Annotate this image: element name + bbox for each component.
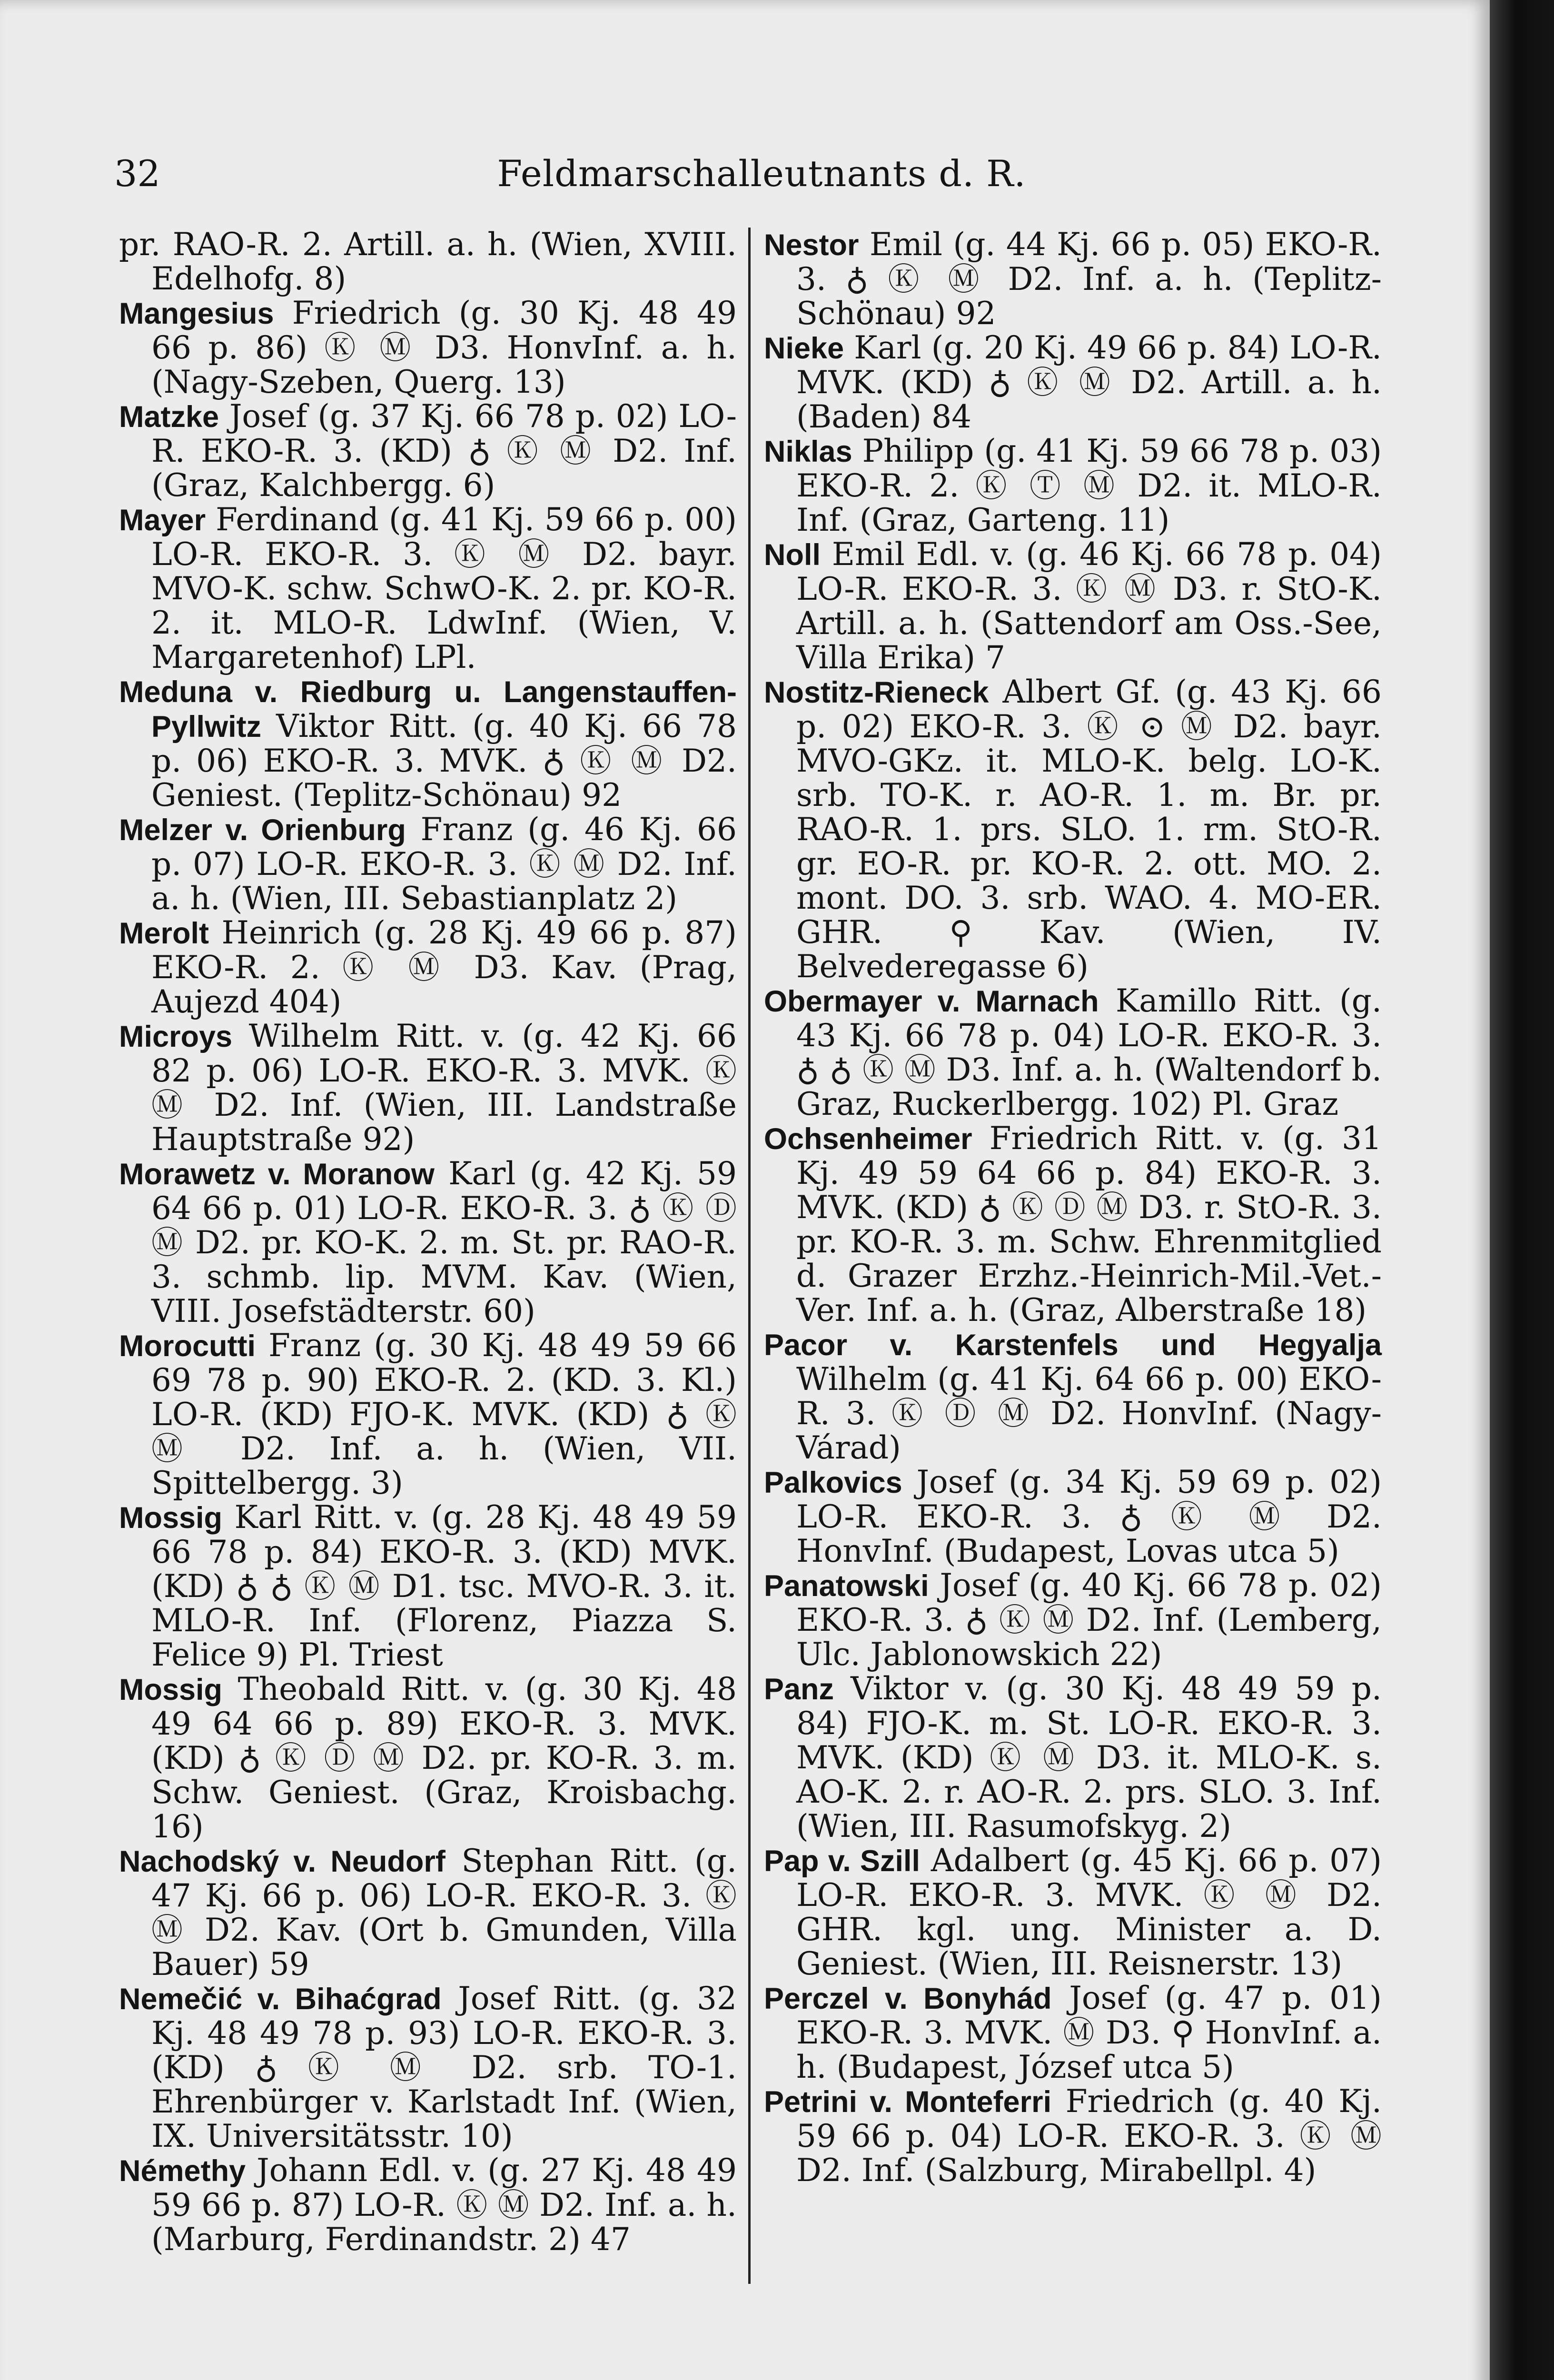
entry-text: Friedrich Ritt. v. (g. 31 Kj. 49 59 64 66 p. 84) EKO-R. 3. MVK. (KD) ♁ Ⓚ Ⓓ Ⓜ D3. r. StO-R. 3. pr. KO-R. 3. m. Schw. Ehrenmitglied d. Grazer Erzhz.-Heinrich-Mil.-Vet.-Ver. Inf. a. h. (Graz, Alberstraße 18) <box>796 1120 1382 1329</box>
directory-entry <box>119 399 737 503</box>
entry-name: Matzke <box>119 400 219 434</box>
directory-entry <box>764 1328 1382 1465</box>
entry-name: Perczel v. Bonyhád <box>764 1982 1052 2015</box>
directory-entry <box>764 1465 1382 1568</box>
entry-name: Microys <box>119 1020 233 1053</box>
directory-entry <box>119 2153 737 2257</box>
directory-entry <box>119 813 737 916</box>
directory-entry <box>119 503 737 674</box>
entry-name: Palkovics <box>764 1466 902 1499</box>
entry-text: Josef (g. 40 Kj. 66 78 p. 02) EKO-R. 3. ♁ Ⓚ Ⓜ D2. Inf. (Lemberg, Ulc. Jablonowskich 22) <box>796 1567 1382 1673</box>
column-divider <box>748 228 751 2284</box>
directory-entry <box>764 537 1382 675</box>
entry-text: Franz (g. 46 Kj. 66 p. 07) LO-R. EKO-R. 3. Ⓚ Ⓜ D2. Inf. a. h. (Wien, III. Sebastianplatz 2) <box>151 811 737 917</box>
entry-text: Emil (g. 44 Kj. 66 p. 05) EKO-R. 3. ♁ Ⓚ Ⓜ D2. Inf. a. h. (Teplitz-Schönau) 92 <box>796 226 1382 332</box>
entry-text: Albert Gf. (g. 43 Kj. 66 p. 02) EKO-R. 3. Ⓚ ⊙ Ⓜ D2. bayr. MVO-GKz. it. MLO-K. belg. LO-K. srb. TO-K. r. AO-R. 1. m. Br. pr. RAO-R. 1. prs. SLO. 1. rm. StO-R. gr. EO-R. pr. KO-R. 2. ott. MO. 2. mont. DO. 3. srb. WAO. 4. MO-ER. GHR. ⚲ Kav. (Wien, IV. Belvederegasse 6) <box>796 674 1382 985</box>
entry-text: Johann Edl. v. (g. 27 Kj. 48 49 59 66 p. 87) LO-R. Ⓚ Ⓜ D2. Inf. a. h. (Marburg, Ferdinandstr. 2) 47 <box>151 2152 737 2258</box>
entry-name: Melzer v. Orienburg <box>119 813 406 847</box>
entry-text: Friedrich (g. 30 Kj. 48 49 66 p. 86) Ⓚ Ⓜ D3. HonvInf. a. h. (Nagy-Szeben, Querg. 13) <box>151 295 737 400</box>
entry-name: Mayer <box>119 504 206 537</box>
entry-name: Morocutti <box>119 1329 256 1363</box>
entry-name: Morawetz v. Moranow <box>119 1158 435 1191</box>
page-number: 32 <box>114 152 160 195</box>
entry-name: Nieke <box>764 332 844 365</box>
entry-name: Mossig <box>119 1501 223 1535</box>
directory-entry <box>764 331 1382 434</box>
directory-entry <box>119 1672 737 1844</box>
directory-entry <box>764 1672 1382 1844</box>
entry-text: Stephan Ritt. (g. 47 Kj. 66 p. 06) LO-R. EKO-R. 3. Ⓚ Ⓜ D2. Kav. (Ort b. Gmunden, Villa Bauer) 59 <box>151 1843 737 1983</box>
entry-name: Obermayer v. Marnach <box>764 985 1099 1018</box>
entry-name: Meduna v. Riedburg u. Langenstauffen-Pyllwitz <box>119 675 737 744</box>
directory-entry <box>119 1329 737 1500</box>
directory-entry <box>764 1568 1382 1672</box>
entry-name: Nostitz-Rieneck <box>764 676 989 709</box>
entry-text: Wilhelm Ritt. v. (g. 42 Kj. 66 82 p. 06) LO-R. EKO-R. 3. MVK. Ⓚ Ⓜ D2. Inf. (Wien, III. Landstraße Hauptstraße 92) <box>151 1018 737 1158</box>
directory-entry <box>119 296 737 399</box>
entry-text: Friedrich (g. 40 Kj. 59 66 p. 04) LO-R. EKO-R. 3. Ⓚ Ⓜ D2. Inf. (Salzburg, Mirabellpl. 4) <box>796 2083 1382 2189</box>
entry-text: Kamillo Ritt. (g. 43 Kj. 66 78 p. 04) LO-R. EKO-R. 3. ♁ ♁ Ⓚ Ⓜ D3. Inf. a. h. (Waltendorf b. Graz, Ruckerlbergg. 102) Pl. Graz <box>796 982 1382 1122</box>
entry-text: Adalbert (g. 45 Kj. 66 p. 07) LO-R. EKO-R. 3. MVK. Ⓚ Ⓜ D2. GHR. kgl. ung. Minister a. D. Geniest. (Wien, III. Reisnerstr. 13) <box>796 1842 1382 1982</box>
directory-entry <box>764 984 1382 1121</box>
entry-text: Heinrich (g. 28 Kj. 49 66 p. 87) EKO-R. 2. Ⓚ Ⓜ D3. Kav. (Prag, Aujezd 404) <box>151 914 737 1020</box>
directory-entry <box>764 2084 1382 2188</box>
entry-text: Viktor v. (g. 30 Kj. 48 49 59 p. 84) FJO-K. m. St. LO-R. EKO-R. 3. MVK. (KD) Ⓚ Ⓜ D3. it. MLO-K. s. AO-K. 2. r. AO-R. 2. prs. SLO. 3. Inf. (Wien, III. Rasumofskyg. 2) <box>796 1670 1382 1844</box>
entry-name: Nestor <box>764 228 859 262</box>
entry-text: Josef (g. 47 p. 01) EKO-R. 3. MVK. Ⓜ D3. ⚲ HonvInf. a. h. (Budapest, József utca 5) <box>796 1980 1382 2085</box>
directory-entry <box>764 1844 1382 1981</box>
entry-name: Pap v. Szill <box>764 1844 921 1878</box>
entry-text: Franz (g. 30 Kj. 48 49 59 66 69 78 p. 90) EKO-R. 2. (KD. 3. Kl.) LO-R. (KD) FJO-K. MVK. (KD) ♁ Ⓚ Ⓜ D2. Inf. a. h. (Wien, VII. Spittelbergg. 3) <box>151 1327 737 1501</box>
directory-entry <box>764 1121 1382 1328</box>
directory-entry <box>119 674 737 813</box>
directory-entry <box>119 228 737 296</box>
directory-entry <box>119 1982 737 2153</box>
entry-name: Némethy <box>119 2154 246 2188</box>
right-column <box>764 228 1382 2188</box>
entry-text: Karl Ritt. v. (g. 28 Kj. 48 49 59 66 78 p. 84) EKO-R. 3. (KD) MVK. (KD) ♁ ♁ Ⓚ Ⓜ D1. tsc. MVO-R. 3. it. MLO-R. Inf. (Florenz, Piazza S. Felice 9) Pl. Triest <box>151 1499 737 1673</box>
entry-name: Ochsenheimer <box>764 1122 972 1156</box>
directory-entry <box>764 228 1382 331</box>
entry-text: Josef (g. 37 Kj. 66 78 p. 02) LO-R. EKO-R. 3. (KD) ♁ Ⓚ Ⓜ D2. Inf. (Graz, Kalchbergg. 6) <box>151 398 737 504</box>
directory-entry <box>119 1019 737 1157</box>
directory-entry <box>764 434 1382 537</box>
directory-entry <box>119 916 737 1019</box>
directory-entry <box>119 1500 737 1672</box>
directory-entry <box>764 1981 1382 2084</box>
entry-text: pr. RAO-R. 2. Artill. a. h. (Wien, XVIII. Edelhofg. 8) <box>119 226 737 297</box>
entry-name: Noll <box>764 538 821 572</box>
page-header <box>114 152 1409 209</box>
directory-entry <box>119 1844 737 1982</box>
entry-text: Theobald Ritt. v. (g. 30 Kj. 48 49 64 66 p. 89) EKO-R. 3. MVK. (KD) ♁ Ⓚ Ⓓ Ⓜ D2. pr. KO-R. 3. m. Schw. Geniest. (Graz, Kroisbachg. 16) <box>151 1671 737 1845</box>
entry-name: Mangesius <box>119 297 274 330</box>
entry-text: Josef (g. 34 Kj. 59 69 p. 02) LO-R. EKO-R. 3. ♁ Ⓚ Ⓜ D2. HonvInf. (Budapest, Lovas utca 5) <box>796 1464 1382 1569</box>
entry-name: Nachodský v. Neudorf <box>119 1845 445 1878</box>
running-title: Feldmarschalleutnants d. R. <box>497 152 1026 195</box>
entry-text: Emil Edl. v. (g. 46 Kj. 66 78 p. 04) LO-R. EKO-R. 3. Ⓚ Ⓜ D3. r. StO-K. Artill. a. h. (Sattendorf am Oss.-See, Villa Erika) 7 <box>796 536 1382 676</box>
directory-entry <box>764 675 1382 984</box>
entry-text: Josef Ritt. (g. 32 Kj. 48 49 78 p. 93) LO-R. EKO-R. 3. (KD) ♁ Ⓚ Ⓜ D2. srb. TO-1. Ehrenbürger v. Karlstadt Inf. (Wien, IX. Universitätsstr. 10) <box>151 1980 737 2154</box>
entry-name: Niklas <box>764 435 852 468</box>
entry-text: Karl (g. 42 Kj. 59 64 66 p. 01) LO-R. EKO-R. 3. ♁ Ⓚ Ⓓ Ⓜ D2. pr. KO-K. 2. m. St. pr. RAO-R. 3. schmb. lip. MVM. Kav. (Wien, VIII. Josefstädterstr. 60) <box>151 1155 737 1329</box>
entry-text: Viktor Ritt. (g. 40 Kj. 66 78 p. 06) EKO-R. 3. MVK. ♁ Ⓚ Ⓜ D2. Geniest. (Teplitz-Schönau) 92 <box>151 708 737 813</box>
entry-name: Petrini v. Monteferri <box>764 2085 1052 2119</box>
left-column <box>119 228 737 2257</box>
entry-name: Merolt <box>119 917 209 950</box>
entry-text: Philipp (g. 41 Kj. 59 66 78 p. 03) EKO-R. 2. Ⓚ Ⓣ Ⓜ D2. it. MLO-R. Inf. (Graz, Garteng. 11) <box>796 433 1382 538</box>
entry-text: Wilhelm (g. 41 Kj. 64 66 p. 00) EKO-R. 3. Ⓚ Ⓓ Ⓜ D2. HonvInf. (Nagy-Várad) <box>796 1361 1382 1466</box>
entry-name: Pacor v. Karstenfels und Hegyalja <box>764 1329 1382 1362</box>
entry-name: Panatowski <box>764 1569 929 1603</box>
entry-name: Nemečić v. Bihaćgrad <box>119 1983 442 2016</box>
entry-name: Panz <box>764 1673 834 1706</box>
entry-text: Ferdinand (g. 41 Kj. 59 66 p. 00) LO-R. EKO-R. 3. Ⓚ Ⓜ D2. bayr. MVO-K. schw. SchwO-K. 2. pr. KO-R. 2. it. MLO-R. LdwInf. (Wien, V. Margaretenhof) LPl. <box>151 501 737 675</box>
entry-name: Mossig <box>119 1673 223 1706</box>
directory-entry <box>119 1157 737 1329</box>
scan-edge-shadow <box>1490 0 1554 2380</box>
entry-text: Karl (g. 20 Kj. 49 66 p. 84) LO-R. MVK. (KD) ♁ Ⓚ Ⓜ D2. Artill. a. h. (Baden) 84 <box>796 329 1382 435</box>
